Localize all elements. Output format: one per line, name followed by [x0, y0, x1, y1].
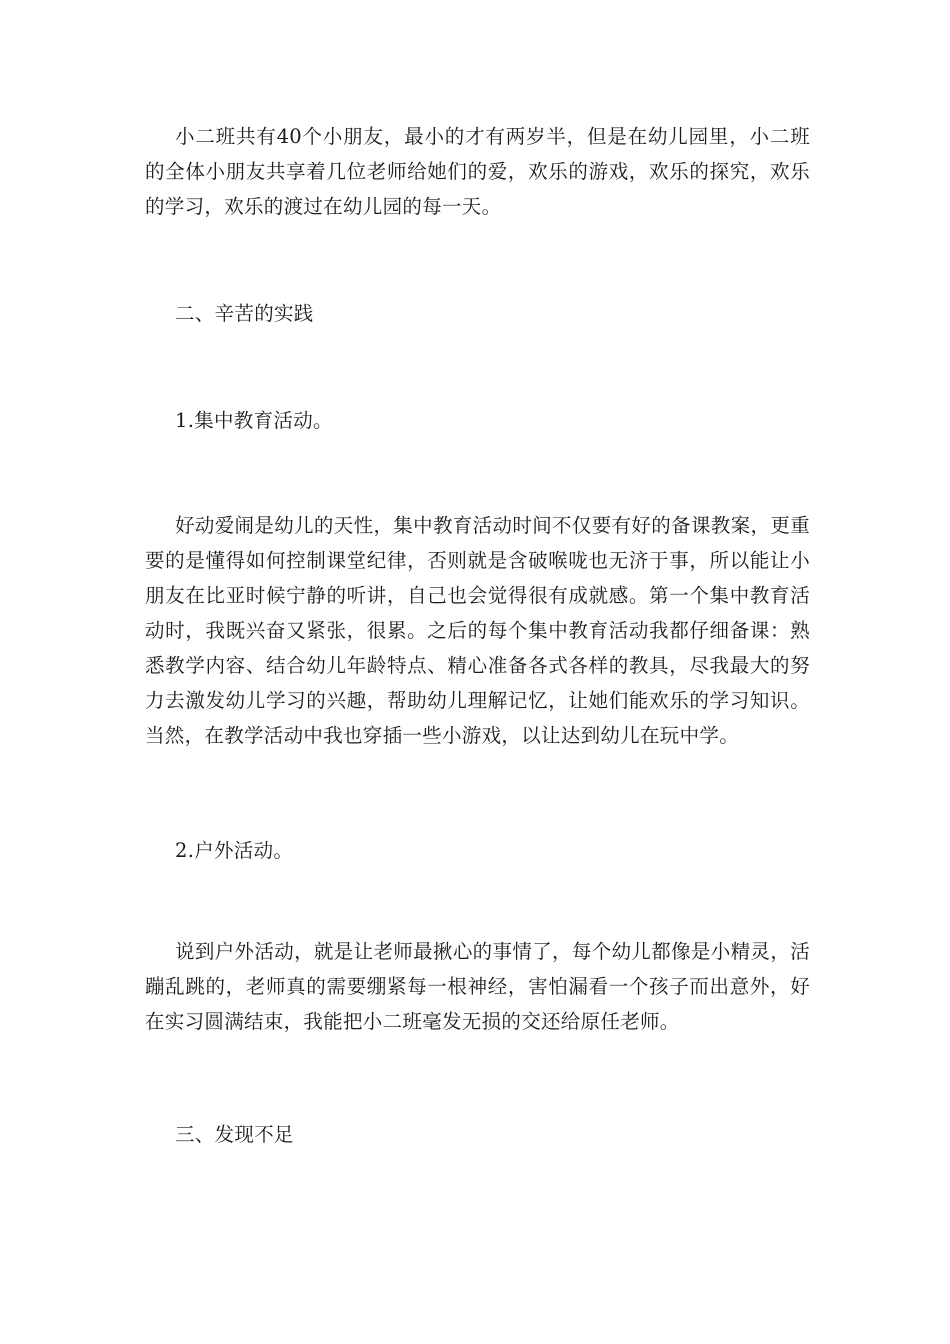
section-2-heading: 二、辛苦的实践: [175, 302, 314, 325]
subsection-2-heading: 2.户外活动。: [175, 839, 294, 862]
subsection-2-paragraph: 说到户外活动，就是让老师最揪心的事情了，每个幼儿都像是小精灵，活蹦乱跳的，老师真的需要绷紧每一根神经，害怕漏看一个孩子而出意外，好在实习圆满结束，我能把小二班毫发无损的交还给原任老师。: [145, 940, 810, 1033]
section-3-heading: 三、发现不足: [175, 1123, 294, 1146]
subsection-1-heading: 1.集中教育活动。: [175, 409, 333, 432]
subsection-1-paragraph: 好动爱闹是幼儿的天性，集中教育活动时间不仅要有好的备课教案，更重要的是懂得如何控制课堂纪律，否则就是含破喉咙也无济于事，所以能让小朋友在比亚时候宁静的听讲，自己也会觉得很有成就感。第一个集中教育活动时，我既兴奋又紧张，很累。之后的每个集中教育活动我都仔细备课：熟悉教学内容、结合幼儿年龄特点、精心准备各式各样的教具，尽我最大的努力去激发幼儿学习的兴趣，帮助幼儿理解记忆，让她们能欢乐的学习知识。当然，在教学活动中我也穿插一些小游戏，以让达到幼儿在玩中学。: [145, 514, 810, 747]
intro-paragraph: 小二班共有40个小朋友，最小的才有两岁半，但是在幼儿园里，小二班的全体小朋友共享着几位老师给她们的爱，欢乐的游戏，欢乐的探究，欢乐的学习，欢乐的渡过在幼儿园的每一天。: [145, 125, 810, 218]
